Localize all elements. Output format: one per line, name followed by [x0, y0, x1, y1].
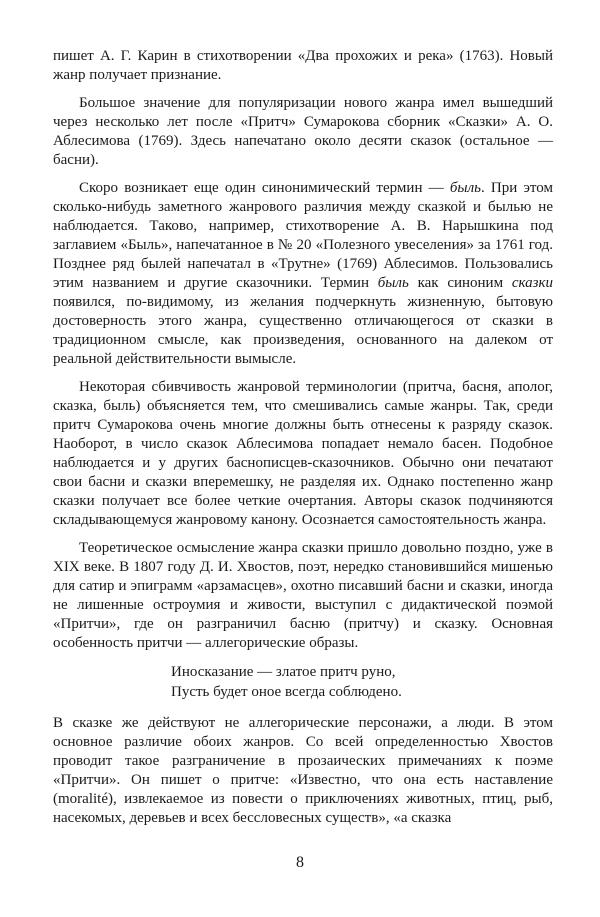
paragraph-list: [53, 47, 553, 653]
paragraph: [53, 94, 553, 170]
page-number: 8: [296, 854, 304, 871]
verse-line: Иносказание — златое притч руно,: [171, 664, 396, 680]
paragraph-text: как синоним: [408, 275, 512, 291]
verse-quote: [171, 662, 553, 702]
paragraph-text: . При этом сколько-нибудь заметного жанрового различия между сказкой и былью не наблюдается. Таково, например, стихотворение А. В. Нарышкина под заглавием «Быль», напечатанное в № 20 «Полезного увеселения» за 1761 год. Позднее ряд былей напечатал в «Трутне» (1769) Аблесимов. Пользовались этим названием и другие сказочники. Термин: [53, 180, 553, 291]
italic-term: быль: [449, 180, 481, 196]
verse-line: Пусть будет оное всегда соблюдено.: [171, 684, 402, 700]
paragraph-text: Большое значение для популяризации нового жанра имел вышедший через несколько лет после «Притч» Сумарокова сборник «Сказки» А. О. Аблесимова (1769). Здесь напечатано около десяти сказок (остальное — басни).: [53, 95, 553, 168]
paragraph: [53, 378, 553, 530]
page-body: [53, 47, 553, 837]
paragraph: [53, 539, 553, 653]
paragraph: [53, 179, 553, 369]
italic-term: сказки: [511, 275, 553, 291]
paragraph-text: появился, по-видимому, из желания подчеркнуть жизненную, бытовую достоверность этого жанра, существенно отличающегося от сказки в традиционном смысле, как произведения, основанного на далеком от реальной действительности вымысле.: [53, 294, 553, 367]
paragraph-text: Некоторая сбивчивость жанровой терминологии (притча, басня, аполог, сказка, быль) объясняется тем, что смешивались самые жанры. Так, среди притч Сумарокова очень многие должны быть отнесены к разряду сказок. Наоборот, в число сказок Аблесимова попадает немало басен. Подобное наблюдается и у других баснописцев-сказочников. Обычно они печатают свои басни и сказки вперемешку, не разделяя их. Однако постепенно жанр сказки получает все более четкие очертания. Авторы сказок подчиняются складывающемуся жанровому канону. Осознается самостоятельность жанра.: [53, 379, 553, 528]
paragraph-text: Теоретическое осмысление жанра сказки пришло довольно поздно, уже в XIX веке. В 1807 году Д. И. Хвостов, поэт, нередко становившийся мишенью для сатир и эпиграмм «арзамасцев», охотно писавший басни и сказки, иногда не лишенные остроумия и живости, выступил с дидактической поэмой «Притчи», где он разграничил басню (притчу) и сказку. Основная особенность притчи — аллегорические образы.: [53, 540, 553, 651]
paragraph-text: Скоро возникает еще один синонимический термин —: [79, 180, 450, 196]
closing-paragraph: В сказке же действуют не аллегорические персонажи, а люди. В этом основное различие обоих жанров. Со всей определенностью Хвостов проводит такое разграничение в прозаических примечаниях к поэме «Притчи». Он пишет о притче: «Известно, что она есть наставление (moralité), извлекаемое из повести о приключениях животных, птиц, рыб, насекомых, деревьев и всех бессловесных существ», «а сказка: [53, 715, 553, 826]
paragraph-text: пишет А. Г. Карин в стихотворении «Два прохожих и река» (1763). Новый жанр получает признание.: [53, 48, 553, 83]
paragraph: [53, 47, 553, 85]
italic-term: быль: [377, 275, 409, 291]
